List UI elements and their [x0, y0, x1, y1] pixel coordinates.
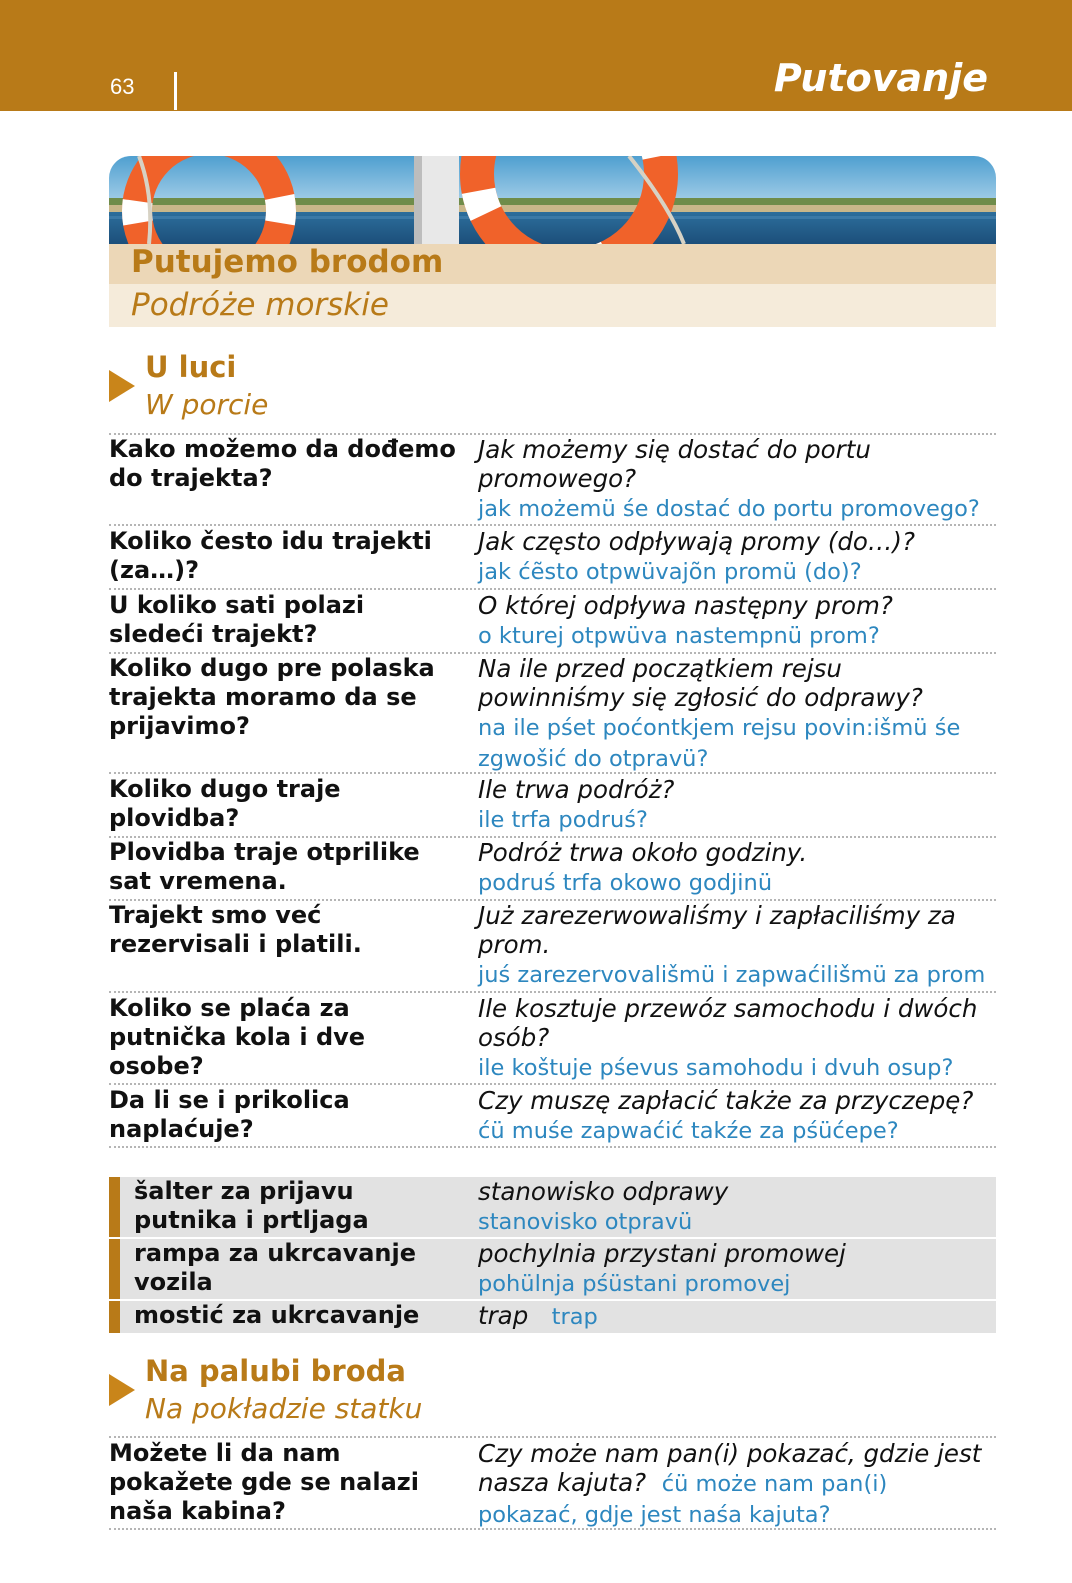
phrase-polish — [478, 435, 993, 524]
glossary-serbian: rampa za ukrcavanje vozila — [134, 1239, 417, 1296]
triangle-arrow-icon — [109, 370, 135, 402]
section-title-box — [109, 244, 996, 284]
phrase-pronunciation: ćü może nam pan(i) pokazać, gdje jest naśa kajuta? — [478, 1471, 888, 1528]
phrase-polish — [478, 901, 993, 990]
glossary-accent-bar — [109, 1177, 120, 1237]
phrase-polish — [478, 654, 993, 774]
phrase-pronunciation: juś zarezervovališmü i zapwaćilišmü za prom — [478, 962, 986, 988]
glossary-polish — [478, 1301, 993, 1332]
glossary-serbian: mostić za ukrcavanje — [134, 1301, 420, 1329]
chapter-title: Putovanje — [773, 56, 988, 100]
lifebuoy-banner-image — [109, 156, 996, 244]
phrase-polish-text: Czy muszę zapłacić także za przyczepę? — [478, 1086, 974, 1115]
phrase-polish-text: Jak często odpływają promy (do…)? — [478, 527, 915, 556]
glossary-accent-bar — [109, 1301, 120, 1333]
phrase-polish — [478, 1086, 993, 1146]
phrase-polish-text: Ile kosztuje przewóz samochodu i dwóch osób? — [478, 994, 978, 1052]
phrase-polish-text: Podróż trwa około godziny. — [478, 838, 808, 867]
divider — [109, 991, 996, 993]
divider — [109, 1436, 996, 1438]
phrase-serbian: Koliko dugo pre polaska trajekta moramo da se prijavimo? — [109, 654, 435, 740]
subsection-title: U luci — [145, 350, 237, 384]
subsection-title: Na palubi broda — [145, 1354, 406, 1388]
phrase-serbian: Koliko često idu trajekti (za…)? — [109, 527, 432, 584]
phrase-pronunciation: podruś trfa okowo godjinü — [478, 870, 773, 896]
section-title: Putujemo brodom — [131, 244, 444, 280]
phrase-pronunciation: na ile pśet poćontkjem rejsu povin:išmü śe zgwošić do otpravü? — [478, 715, 961, 772]
subsection-subtitle: Na pokładzie statku — [145, 1392, 423, 1425]
phrase-polish — [478, 994, 993, 1083]
phrase-pronunciation: jak ćẽsto otpwüvajõn promü (do)? — [478, 559, 862, 585]
glossary-accent-bar — [109, 1239, 120, 1299]
glossary-row — [109, 1177, 996, 1237]
header-divider — [174, 72, 177, 110]
phrase-polish — [478, 775, 993, 835]
phrase-polish — [478, 838, 993, 898]
triangle-arrow-icon — [109, 1374, 135, 1406]
divider — [109, 1083, 996, 1085]
divider — [109, 1528, 996, 1530]
phrase-pronunciation: jak możemü śe dostać do portu promovego? — [478, 496, 980, 522]
divider — [109, 588, 996, 590]
phrase-polish — [478, 1439, 993, 1530]
subsection-subtitle: W porcie — [145, 388, 269, 421]
glossary-pronunciation: stanovisko otpravü — [478, 1209, 693, 1235]
divider — [109, 772, 996, 774]
glossary-polish — [478, 1177, 993, 1237]
phrase-pronunciation: o kturej otpwüva nastempnü prom? — [478, 623, 880, 649]
section-subtitle: Podróże morskie — [131, 287, 389, 323]
phrase-polish-text: Jak możemy się dostać do portu promowego? — [478, 435, 871, 493]
glossary-pronunciation: pohülnja pśüstani promovej — [478, 1271, 791, 1297]
phrase-polish-text: Już zarezerwowaliśmy i zapłaciliśmy za prom. — [478, 901, 956, 959]
phrase-serbian: Koliko se plaća za putnička kola i dve osobe? — [109, 994, 366, 1080]
glossary-serbian: šalter za prijavu putnika i prtljaga — [134, 1177, 369, 1234]
glossary-polish-text: pochylnia przystani promowej — [478, 1239, 846, 1268]
page-number: 63 — [110, 74, 135, 99]
glossary-polish — [478, 1239, 993, 1299]
phrase-pronunciation: ile trfa podruś? — [478, 807, 648, 833]
phrase-polish-text: O której odpływa następny prom? — [478, 591, 893, 620]
phrase-polish — [478, 591, 993, 651]
divider — [109, 1146, 996, 1148]
phrase-polish-text: Czy może nam pan(i) pokazać, gdzie jest nasza kajuta? — [478, 1439, 982, 1497]
glossary-polish-text: stanowisko odprawy — [478, 1177, 729, 1206]
phrase-pronunciation: ćü muśe zapwaćić takźe za pśüćepe? — [478, 1118, 899, 1144]
phrase-serbian: Da li se i prikolica naplaćuje? — [109, 1086, 350, 1143]
section-subtitle-box — [109, 284, 996, 327]
phrase-pronunciation: ile koštuje pśevus samohodu i dvuh osup? — [478, 1055, 954, 1081]
phrase-serbian: Kako možemo da dođemo do trajekta? — [109, 435, 456, 492]
phrase-serbian: Koliko dugo traje plovidba? — [109, 775, 341, 832]
phrase-serbian: Možete li da nam pokažete gde se nalazi naša kabina? — [109, 1439, 419, 1525]
phrase-serbian: Plovidba traje otprilike sat vremena. — [109, 838, 420, 895]
phrase-serbian: Trajekt smo već rezervisali i platili. — [109, 901, 362, 958]
phrase-serbian: U koliko sati polazi sledeći trajekt? — [109, 591, 365, 648]
glossary-row — [109, 1239, 996, 1299]
phrase-polish-text: Ile trwa podróż? — [478, 775, 675, 804]
glossary-pronunciation: trap — [551, 1304, 598, 1330]
phrase-polish — [478, 527, 993, 587]
divider — [109, 524, 996, 526]
glossary-polish-text: trap — [478, 1301, 529, 1330]
glossary-row — [109, 1301, 996, 1333]
phrase-polish-text: Na ile przed początkiem rejsu powinniśmy się zgłosić do odprawy? — [478, 654, 923, 712]
page-header — [0, 0, 1072, 111]
